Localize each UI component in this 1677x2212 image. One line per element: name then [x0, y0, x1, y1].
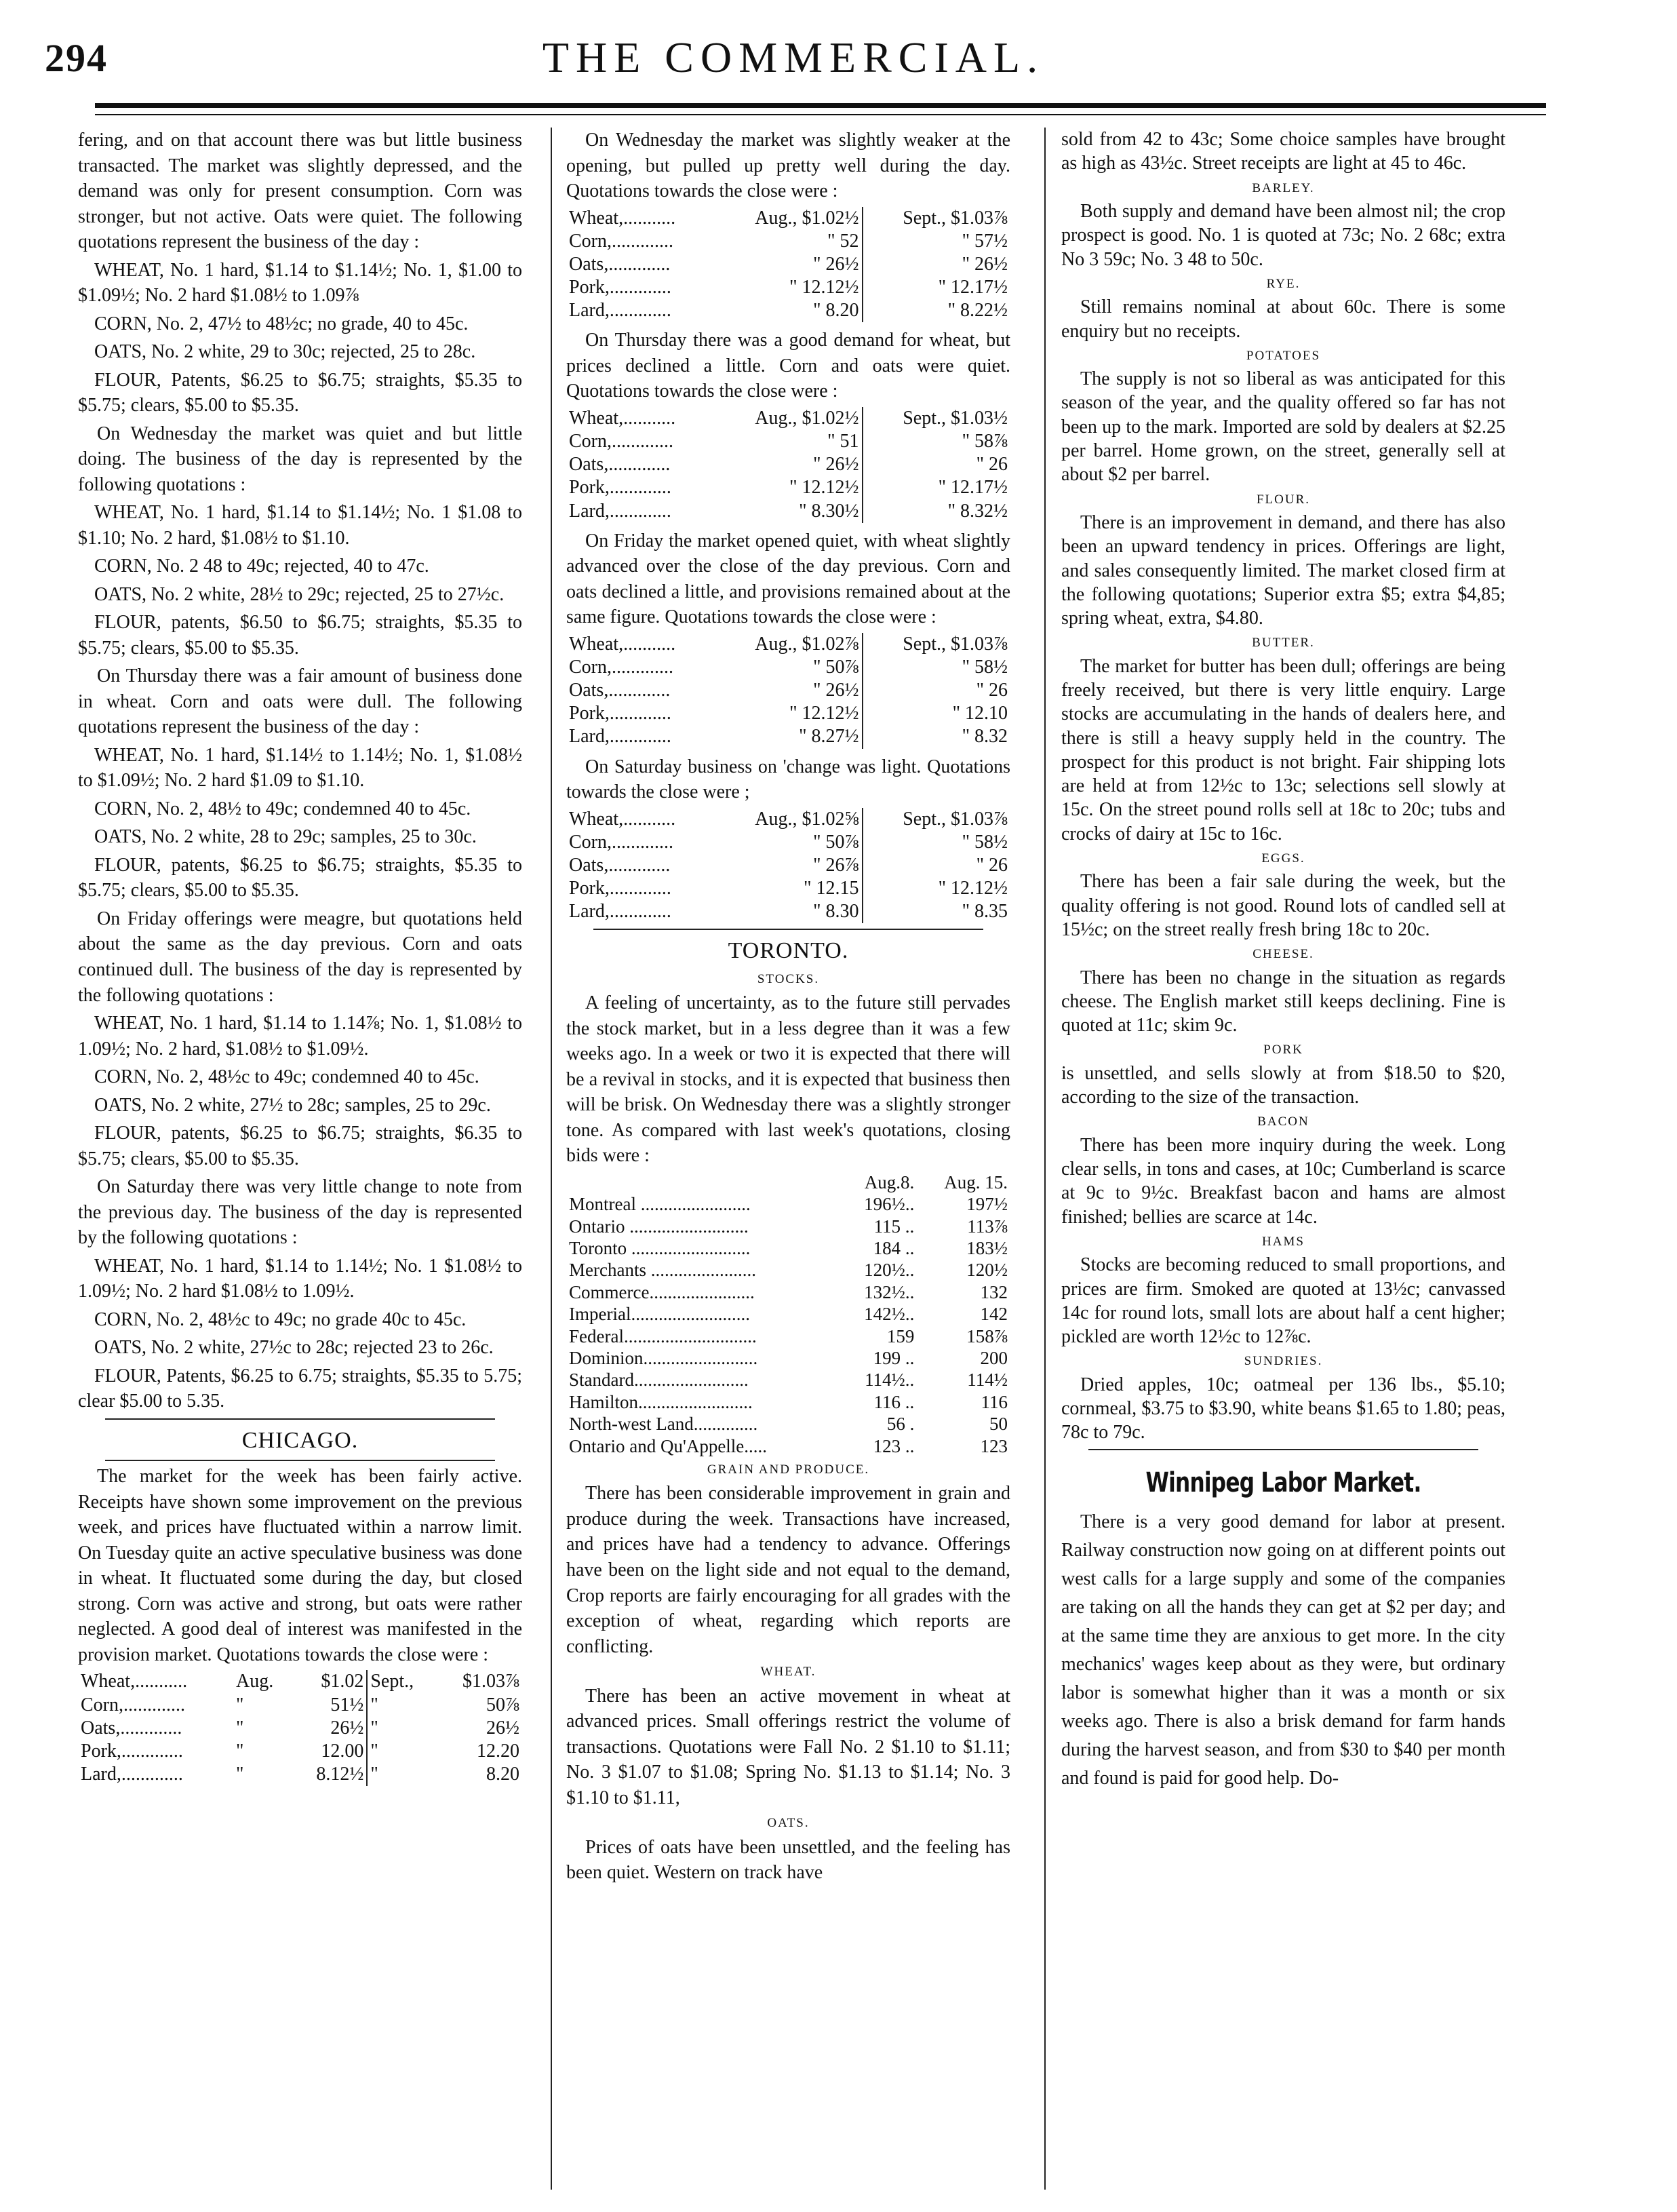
table-row — [566, 1237, 1010, 1259]
flour-quote: FLOUR, patents, $6.25 to $6.75; straights, $5.35 to $5.75; clears, $5.00 to $5.35. — [78, 854, 522, 901]
section-title-chicago: CHICAGO. — [241, 1427, 359, 1453]
table-cell: Corn,............. — [569, 431, 673, 452]
paragraph: There is an improvement in demand, and there has also been an upward tendency in prices. Offerings are light, and sales consequently limited. The market closed firm at the following quotations; Superior extra $5; extra $4,85; spring wheat, extra, $4.80. — [1061, 512, 1505, 629]
table-cell: " 12.12½ — [715, 476, 862, 499]
table-cell: Lard,............. — [569, 300, 671, 322]
table-cell: Aug. — [236, 1671, 274, 1692]
subheading-potatoes: POTATOES — [1246, 348, 1321, 363]
flour-quote: FLOUR, Patents, $6.25 to $6.75; straights, $5.35 to $5.75; clears, $5.00 to $5.35. — [78, 369, 522, 416]
paragraph: On Friday the market opened quiet, with wheat slightly advanced over the close of the day previous. Corn and oats declined a little, and provisions remained about at the same figure. Quotations towards the close were : — [566, 530, 1010, 628]
paragraph: is unsettled, and sells slowly at from $18.50 to $20, according to the size of the transaction. — [1061, 1062, 1505, 1108]
column-1 — [78, 128, 522, 1791]
corn-quote: CORN, No. 2 48 to 49c; rejected, 40 to 47c. — [94, 556, 429, 577]
table-cell: 12.20 — [477, 1740, 519, 1762]
table-cell: Lard,............. — [569, 901, 671, 923]
table-row — [566, 407, 1010, 430]
table-cell: " — [236, 1764, 244, 1785]
table-cell: " 12.12½ — [938, 878, 1008, 899]
table-cell: " — [236, 1717, 244, 1739]
table-cell: 115 .. — [873, 1216, 915, 1237]
table-cell: " — [370, 1694, 378, 1715]
table-cell: " 52 — [715, 230, 862, 253]
subheading-flour: FLOUR. — [1256, 492, 1311, 507]
table-cell: " 8.30½ — [715, 500, 862, 523]
table-row — [566, 900, 1010, 923]
table-cell: Aug., $1.02½ — [715, 407, 862, 430]
table-cell: 113⅞ — [967, 1216, 1008, 1237]
table-cell: Wheat,........... — [569, 808, 676, 830]
table-row — [566, 1216, 1010, 1237]
subheading-grain-and-produce: GRAIN AND PRODUCE. — [707, 1462, 870, 1477]
wheat-quote: WHEAT, No. 1 hard, $1.14 to 1.14½; No. 1 $1.08½ to 1.09½; No. 2 hard $1.08½ to 1.09½. — [78, 1255, 522, 1302]
paragraph: On Saturday there was very little change to note from the previous day. The business of the day is represented by the following quotations : — [78, 1176, 522, 1249]
table-cell: 197½ — [966, 1194, 1008, 1215]
wheat-quote: WHEAT, No. 1 hard, $1.14½ to 1.14½; No. 1, $1.08½ to $1.09½; No. 2 hard $1.09 to $1.10. — [78, 744, 522, 792]
oats-quote: OATS, No. 2 white, 28½ to 29c; rejected, 25 to 27½c. — [94, 583, 505, 605]
table-cell: 200 — [980, 1348, 1008, 1369]
table-row — [566, 1281, 1010, 1303]
flour-quote: FLOUR, Patents, $6.25 to 6.75; straights, $5.35 to 5.75; clear $5.00 to 5.35. — [78, 1365, 522, 1412]
paragraph: There has been a fair sale during the week, but the quality offering is not good. Round lots of candled sell at 15½c; on the street really fresh bring 18c to 20c. — [1061, 871, 1505, 940]
table-cell: 114½.. — [865, 1370, 915, 1391]
table-cell: " 57½ — [962, 230, 1008, 252]
table-cell: 196½.. — [864, 1194, 915, 1215]
paragraph: Prices of oats have been unsettled, and the feeling has been quiet. Western on track have — [566, 1836, 1010, 1884]
table-cell: $1.03⅞ — [462, 1671, 519, 1692]
table-cell: Sept., $1.03⅞ — [903, 633, 1008, 655]
table-cell: 132 — [980, 1281, 1008, 1302]
table-cell: Wheat,........... — [569, 633, 676, 655]
table-cell: " 8.22½ — [947, 300, 1008, 322]
table-cell: $1.02 — [293, 1670, 368, 1693]
table-cell: Corn,............. — [569, 656, 673, 678]
table-row — [566, 453, 1010, 476]
paragraph: There is a very good demand for labor at present. Railway construction now going on at different points out west calls for a large supply and some of the companies are taking on all the hands they can get at $2 per day; and at the same time they are anxious to get more. In the city mechanics' wages keep about as they were, but ordinary labor is somewhat higher than it was a month or six weeks ago. There is also a brisk demand for farm hands during the harvest season, and from $30 to $40 per month and found is paid for good help. Do- — [1061, 1511, 1505, 1789]
column-2 — [566, 128, 1010, 1888]
table-cell: 123 — [980, 1435, 1008, 1456]
corn-quote: CORN, No. 2, 48½c to 49c; condemned 40 to 45c. — [94, 1066, 479, 1088]
table-cell: Toronto .......................... — [569, 1238, 751, 1259]
table-cell: " 26 — [976, 854, 1008, 876]
table-cell: " 8.20 — [715, 299, 862, 322]
table-cell: " 58½ — [962, 831, 1008, 853]
table-cell: 51½ — [293, 1694, 368, 1717]
table-cell: Corn,............. — [81, 1694, 185, 1715]
table-cell: " 12.15 — [715, 877, 862, 900]
wheat-quote: WHEAT, No. 1 hard, $1.14 to $1.14½; No. 1, $1.00 to $1.09½; No. 2 hard $1.08½ to 1.09⅞ — [78, 259, 522, 307]
paragraph: Still remains nominal at about 60c. There is some enquiry but no receipts. — [1061, 296, 1505, 342]
table-header-empty — [566, 1171, 842, 1193]
table-cell: Ontario .......................... — [569, 1216, 749, 1237]
table-cell: Imperial.......................... — [569, 1304, 750, 1325]
table-cell: " — [236, 1694, 244, 1715]
table-cell: Sept., $1.03⅞ — [903, 808, 1008, 830]
table-row — [566, 633, 1010, 656]
table-cell: 50 — [989, 1414, 1008, 1435]
paragraph: There has been an active movement in wheat at advanced prices. Small offerings restrict the volume of transactions. Quotations were Fall No. 2 $1.10 to $1.11; No. 3 $1.07 to $1.08; Spring No. $1.13 to $1.14; No. 3 $1.10 to $1.11, — [566, 1685, 1010, 1808]
table-row — [566, 725, 1010, 748]
quotation-table-saturday — [566, 808, 1010, 924]
table-row — [566, 877, 1010, 900]
table-cell: " 12.12½ — [715, 702, 862, 725]
table-row — [566, 656, 1010, 679]
newspaper-title: THE COMMERCIAL. — [542, 33, 1045, 81]
table-cell: Standard......................... — [569, 1370, 749, 1391]
table-row — [566, 702, 1010, 725]
table-cell: " — [370, 1717, 378, 1739]
paragraph: There has been considerable improvement in grain and produce during the week. Transactions have increased, and prices have had a tendency to advance. Offerings have been on the light side and not equal to the demand, Crop reports are fairly encouraging for all grades with the exception of wheat, regarding which reports are conflicting. — [566, 1483, 1010, 1657]
table-cell: " — [370, 1740, 378, 1762]
paragraph: On Saturday business on 'change was light. Quotations towards the close were ; — [566, 756, 1010, 803]
table-cell: Dominion......................... — [569, 1348, 758, 1369]
table-row — [566, 1347, 1010, 1369]
table-cell: " 8.30 — [715, 900, 862, 923]
subheading-oats: OATS. — [767, 1816, 810, 1831]
subheading-rye: RYE. — [1266, 276, 1301, 291]
paragraph: Both supply and demand have been almost nil; the crop prospect is good. No. 1 is quoted at 73c; No. 2 68c; extra No 3 59c; No. 3 48 to 50c. — [1061, 200, 1505, 270]
paragraph: On Thursday there was a fair amount of business done in wheat. Corn and oats were dull. The following quotations represent the business of the day : — [78, 665, 522, 738]
table-cell: 199 .. — [873, 1348, 915, 1369]
table-cell: " 26½ — [962, 253, 1008, 275]
header-rule — [95, 103, 1546, 108]
table-cell: Merchants ....................... — [569, 1260, 756, 1281]
column-header: Aug. 15. — [944, 1171, 1008, 1192]
table-cell: " 26½ — [715, 679, 862, 702]
table-row — [566, 831, 1010, 854]
table-cell: Pork,............. — [569, 477, 671, 499]
table-cell: " 26 — [976, 680, 1008, 701]
table-cell: " 50⅞ — [715, 656, 862, 679]
paragraph: The market for the week has been fairly active. Receipts have shown some improvement on the previous week, and prices have fluctuated within a narrow limit. On Tuesday quite an active speculative business was done in wheat. It fluctuated some during the day, but closed strong. Corn was active and strong, but oats were rather neglected. A good deal of interest was manifested in the provision market. Quotations towards the close were : — [78, 1466, 522, 1665]
table-row — [566, 230, 1010, 253]
paragraph: Dried apples, 10c; oatmeal per 136 lbs., $5.10; cornmeal, $3.75 to $3.90, white beans $1.65 to 1.80; peas, 78c to 79c. — [1061, 1374, 1505, 1443]
table-row — [566, 1413, 1010, 1435]
subheading-stocks: STOCKS. — [757, 971, 820, 986]
table-cell: Pork,............. — [569, 703, 671, 724]
table-row — [566, 500, 1010, 523]
page-number: 294 — [45, 36, 108, 80]
table-cell: " 26⅞ — [715, 854, 862, 877]
table-cell: Corn,............. — [569, 230, 673, 252]
table-cell: Montreal ........................ — [569, 1194, 751, 1215]
table-row — [566, 1325, 1010, 1347]
column-divider — [1044, 128, 1046, 2190]
table-cell: Sept., $1.03½ — [903, 407, 1008, 429]
quotation-table-wednesday — [566, 207, 1010, 323]
table-cell: " 26 — [976, 454, 1008, 476]
table-cell: Oats,............. — [81, 1717, 182, 1739]
table-row — [566, 253, 1010, 276]
table-cell: 142 — [980, 1304, 1008, 1325]
table-cell: Lard,............. — [569, 726, 671, 748]
section-rule — [593, 929, 983, 930]
table-cell: Hamilton......................... — [569, 1391, 753, 1412]
paragraph: On Wednesday the market was slightly weaker at the opening, but pulled up pretty well during the day. Quotations towards the close were : — [566, 130, 1010, 202]
paragraph: A feeling of uncertainty, as to the future still pervades the stock market, but in a less degree than it was a few weeks ago. In a week or two it is expected that there will be a revival in stocks, and it is expected that business then will be brisk. On Wednesday there was a slightly stronger tone. As compared with last week's quotations, closing bids were : — [566, 992, 1010, 1167]
table-cell: " 8.35 — [962, 901, 1008, 923]
table-cell: 26½ — [486, 1717, 519, 1739]
table-cell: 12.00 — [293, 1740, 368, 1763]
table-row — [78, 1763, 522, 1786]
section-rule — [1088, 1449, 1478, 1450]
header-rule-thin — [95, 114, 1546, 115]
table-cell: Oats,............. — [569, 680, 671, 701]
corn-quote: CORN, No. 2, 48½ to 49c; condemned 40 to 45c. — [94, 798, 471, 819]
oats-quote: OATS, No. 2 white, 27½ to 28c; samples, 25 to 29c. — [94, 1094, 491, 1116]
paragraph: The supply is not so liberal as was anticipated for this season of the year, and the quality offered so far has not been up to the mark. Imported are sold by dealers at $2.25 per barrel. Home grown, on the street, generally sell at about $2 per barrel. — [1061, 368, 1505, 486]
flour-quote: FLOUR, patents, $6.25 to $6.75; straights, $6.35 to $5.75; clears, $5.00 to $5.35. — [78, 1123, 522, 1169]
table-cell: 123 .. — [873, 1435, 915, 1456]
table-row — [566, 1193, 1010, 1215]
section-rule — [105, 1460, 495, 1461]
paragraph: sold from 42 to 43c; Some choice samples have brought as high as 43½c. Street receipts are light at 45 to 46c. — [1061, 129, 1505, 174]
table-row — [566, 679, 1010, 702]
table-cell: Lard,............. — [569, 500, 671, 522]
table-cell: 8.12½ — [293, 1763, 368, 1786]
subheading-butter: BUTTER. — [1252, 636, 1315, 651]
paragraph: There has been more inquiry during the week. Long clear sells, in tons and cases, at 10c; Cumberland is scarce at 9c to 9½c. Breakfast bacon and hams are almost finished; bellies are scarce at 14c. — [1061, 1134, 1505, 1228]
table-cell: 132½.. — [864, 1281, 915, 1302]
section-rule — [105, 1418, 495, 1420]
table-cell: 8.20 — [486, 1764, 519, 1785]
oats-quote: OATS, No. 2 white, 27½c to 28c; rejected 23 to 26c. — [94, 1337, 494, 1359]
table-cell: Pork,............. — [81, 1740, 183, 1762]
column-divider — [551, 128, 552, 2190]
table-cell: 183½ — [966, 1238, 1008, 1259]
table-cell: 26½ — [293, 1717, 368, 1740]
table-cell: Wheat,........... — [81, 1671, 188, 1692]
table-cell: " 51 — [715, 430, 862, 453]
table-row — [566, 1435, 1010, 1457]
table-row — [566, 430, 1010, 453]
table-cell: Aug., $1.02⅝ — [715, 808, 862, 831]
corn-quote: CORN, No. 2, 48½c to 49c; no grade 40c to 45c. — [94, 1308, 467, 1330]
table-cell: 114½ — [967, 1370, 1008, 1391]
table-row — [566, 1303, 1010, 1325]
table-cell: Aug., $1.02½ — [715, 207, 862, 230]
oats-quote: OATS, No. 2 white, 29 to 30c; rejected, 25 to 28c. — [94, 341, 476, 363]
table-cell: Sept., $1.03⅞ — [903, 207, 1008, 229]
table-cell: " — [236, 1740, 244, 1762]
table-cell: North-west Land.............. — [569, 1414, 758, 1435]
subheading-wheat: WHEAT. — [760, 1665, 816, 1680]
table-row — [566, 854, 1010, 877]
table-row — [566, 1259, 1010, 1281]
table-cell: " 58½ — [962, 656, 1008, 678]
table-row — [78, 1740, 522, 1763]
table-row — [566, 207, 1010, 230]
table-cell: 142½.. — [864, 1304, 915, 1325]
table-row — [566, 276, 1010, 299]
table-cell: Wheat,........... — [569, 207, 676, 229]
paragraph: Stocks are becoming reduced to small proportions, and prices are firm. Smoked are quoted at 13½c; canvassed 14c for round lots, small lots are about half a cent higher; pickled are worth 12½c to 12⅞c. — [1061, 1254, 1505, 1348]
table-cell: " 12.12½ — [715, 276, 862, 299]
table-row — [78, 1670, 522, 1693]
table-cell: 56 . — [886, 1414, 915, 1435]
table-row — [78, 1717, 522, 1740]
table-cell: Pork,............. — [569, 277, 671, 298]
paragraph: fering, and on that account there was but little business transacted. The market was slightly depressed, and the demand was only for present consumption. Corn was stronger, but not active. Oats were quiet. The following quotations represent the business of the day : — [78, 130, 522, 253]
paragraph: On Friday offerings were meagre, but quotations held about the same as the day previous. Corn and oats continued dull. The business of the day is represented by the following quotations : — [78, 908, 522, 1006]
table-cell: Sept., — [370, 1671, 414, 1692]
table-cell: Aug., $1.02⅞ — [715, 633, 862, 656]
table-cell: 120½ — [966, 1260, 1008, 1281]
subheading-cheese: CHEESE. — [1252, 947, 1314, 962]
table-cell: 116 .. — [873, 1391, 915, 1412]
table-cell: Oats,............. — [569, 253, 671, 275]
table-cell: " 26½ — [715, 453, 862, 476]
subheading-barley: BARLEY. — [1252, 180, 1315, 195]
quotation-table-thursday — [566, 407, 1010, 523]
table-cell: 120½.. — [864, 1260, 915, 1281]
wheat-quote: WHEAT, No. 1 hard, $1.14 to 1.14⅞; No. 1, $1.08½ to 1.09½; No. 2 hard, $1.08½ to $1.09½. — [78, 1013, 522, 1060]
table-cell: " 12.17½ — [938, 477, 1008, 499]
column-header: Aug.8. — [864, 1171, 915, 1192]
table-cell: " 8.32½ — [947, 500, 1008, 522]
subheading-pork: PORK — [1263, 1043, 1303, 1058]
paragraph: On Thursday there was a good demand for wheat, but prices declined a little. Corn and oats were quiet. Quotations towards the close were : — [566, 330, 1010, 402]
table-cell: 158⅞ — [966, 1325, 1008, 1346]
table-cell: " 58⅞ — [962, 431, 1008, 452]
table-row — [566, 808, 1010, 831]
table-cell: Oats,............. — [569, 854, 671, 876]
table-row — [566, 476, 1010, 499]
table-cell: " — [370, 1764, 378, 1785]
paragraph: There has been no change in the situation as regards cheese. The English market still keeps declining. Fine is quoted at 11c; skim 9c. — [1061, 967, 1505, 1036]
oats-quote: OATS, No. 2 white, 28 to 29c; samples, 25 to 30c. — [94, 826, 477, 848]
paragraph: On Wednesday the market was quiet and but little doing. The business of the day is represented by the following quotations : — [78, 423, 522, 495]
table-cell: " 8.27½ — [715, 725, 862, 748]
table-cell: Ontario and Qu'Appelle..... — [569, 1435, 768, 1456]
section-title-winnipeg-labor-market: Winnipeg Labor Market. — [1145, 1467, 1421, 1498]
subheading-bacon: BACON — [1257, 1114, 1309, 1129]
table-cell: Pork,............. — [569, 878, 671, 899]
table-cell: Commerce....................... — [569, 1281, 755, 1302]
section-title-toronto: TORONTO. — [728, 938, 849, 964]
subheading-sundries: SUNDRIES. — [1244, 1354, 1323, 1369]
paragraph: The market for butter has been dull; offerings are being freely received, but there is very little enquiry. Large stocks are accumulating in the hands of dealers here, and there is still a heavy supply held in the country. The prospect for this product is not bright. Fair shipping lots are held at from 12½c to 13c; selections sell slowly at 15c. On the street pound rolls sell at 18c to 20c; tubs and crocks of dairy at 15c to 16c. — [1061, 655, 1505, 845]
table-cell: 159 — [886, 1325, 915, 1346]
corn-quote: CORN, No. 2, 47½ to 48½c; no grade, 40 to 45c. — [94, 313, 469, 334]
masthead — [41, 33, 1546, 94]
table-row — [566, 299, 1010, 322]
table-cell: 184 .. — [873, 1238, 915, 1259]
table-cell: " 12.17½ — [938, 277, 1008, 298]
chicago-quotation-table — [78, 1670, 522, 1786]
table-row — [78, 1694, 522, 1717]
subheading-eggs: EGGS. — [1261, 851, 1305, 866]
quotation-table-friday — [566, 633, 1010, 749]
table-cell: Lard,............. — [81, 1764, 183, 1785]
table-row — [566, 1391, 1010, 1413]
column-3 — [1061, 128, 1505, 1796]
table-header-row — [566, 1171, 1010, 1193]
flour-quote: FLOUR, patents, $6.50 to $6.75; straights, $5.35 to $5.75; clears, $5.00 to $5.35. — [78, 612, 522, 659]
table-row — [566, 1369, 1010, 1391]
table-cell: Corn,............. — [569, 831, 673, 853]
table-cell: " 12.10 — [952, 703, 1008, 724]
table-cell: 116 — [981, 1391, 1008, 1412]
table-cell: " 50⅞ — [715, 831, 862, 854]
table-cell: Wheat,........... — [569, 407, 676, 429]
table-cell: Oats,............. — [569, 454, 671, 476]
table-cell: " 8.32 — [962, 726, 1008, 748]
table-cell: 50⅞ — [486, 1694, 519, 1715]
table-cell: Federal............................. — [569, 1325, 757, 1346]
subheading-hams: HAMS — [1262, 1234, 1305, 1249]
table-cell: " 26½ — [715, 253, 862, 276]
wheat-quote: WHEAT, No. 1 hard, $1.14 to $1.14½; No. 1 $1.08 to $1.10; No. 2 hard, $1.08½ to $1.10. — [78, 502, 522, 549]
stocks-table — [566, 1171, 1010, 1457]
